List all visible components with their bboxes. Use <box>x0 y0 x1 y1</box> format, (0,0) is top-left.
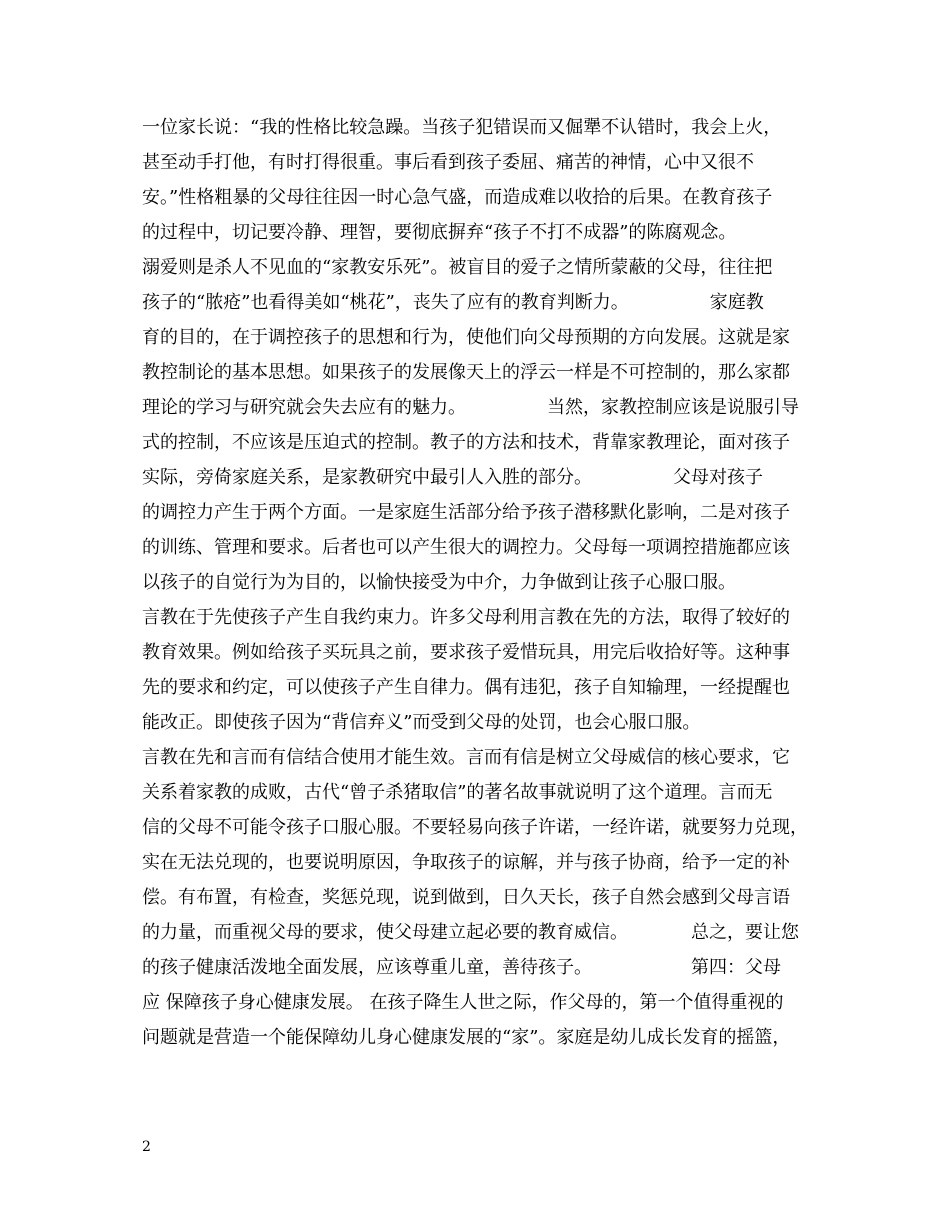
text-line: 信的父母不可能令孩子口服心服。不要轻易向孩子许诺，一经许诺，就要努力兑现， <box>142 817 808 838</box>
text-line: 安。”性格粗暴的父母往往因一时心急气盛，而造成难以收拾的后果。在教育孩子 <box>142 187 773 208</box>
page-number: 2 <box>142 1139 151 1155</box>
text-line: 育的目的，在于调控孩子的思想和行为，使他们向父母预期的方向发展。这就是家 <box>142 327 790 348</box>
text-line: 教控制论的基本思想。如果孩子的发展像天上的浮云一样是不可控制的，那么家都 <box>142 362 790 383</box>
text-line: 实际，旁倚家庭关系，是家教研究中最引人入胜的部分。 父母对孩子 <box>142 467 763 488</box>
text-line: 的过程中，切记要冷静、理智，要彻底摒弃“孩子不打不成器”的陈腐观念。 <box>142 222 737 243</box>
text-line: 实在无法兑现的，也要说明原因，争取孩子的谅解，并与孩子协商，给予一定的补 <box>142 852 790 873</box>
text-line: 的训练、管理和要求。后者也可以产生很大的调控力。父母每一项调控措施都应该 <box>142 537 790 558</box>
text-line: 言教在于先使孩子产生自我约束力。许多父母利用言教在先的方法，取得了较好的 <box>142 607 790 628</box>
text-line: 能改正。即使孩子因为“背信弃义”而受到父母的处罚，也会心服口服。 <box>142 712 701 733</box>
text-line: 问题就是营造一个能保障幼儿身心健康发展的“家”。家庭是幼儿成长发育的摇篮， <box>142 1027 791 1048</box>
text-line: 理论的学习与研究就会失去应有的魅力。 当然，家教控制应该是说服引导 <box>142 397 799 418</box>
text-line: 的孩子健康活泼地全面发展，应该尊重儿童，善待孩子。 第四：父母 <box>142 957 781 978</box>
text-line: 关系着家教的成败，古代“曾子杀猪取信”的著名故事就说明了这个道理。言而无 <box>142 782 773 803</box>
text-line: 的力量，而重视父母的要求，使父母建立起必要的教育威信。 总之，要让您 <box>142 922 799 943</box>
text-line: 偿。有布置，有检查，奖惩兑现，说到做到，日久天长，孩子自然会感到父母言语 <box>142 887 790 908</box>
text-line: 甚至动手打他，有时打得很重。事后看到孩子委屈、痛苦的神情，心中又很不 <box>142 152 754 173</box>
text-line: 一位家长说：“我的性格比较急躁。当孩子犯错误而又倔犟不认错时，我会上火， <box>142 117 782 138</box>
text-line: 以孩子的自觉行为为目的，以愉快接受为中介，力争做到让孩子心服口服。 <box>142 572 736 593</box>
text-line: 先的要求和约定，可以使孩子产生自律力。偶有违犯，孩子自知输理，一经提醒也 <box>142 677 790 698</box>
text-line: 教育效果。例如给孩子买玩具之前，要求孩子爱惜玩具，用完后收拾好等。这种事 <box>142 642 790 663</box>
text-line: 言教在先和言而有信结合使用才能生效。言而有信是树立父母威信的核心要求，它 <box>142 747 790 768</box>
text-line: 孩子的“脓疮”也看得美如“桃花”，丧失了应有的教育判断力。 家庭教 <box>142 292 764 313</box>
text-line: 式的控制，不应该是压迫式的控制。教子的方法和技术，背靠家教理论，面对孩子 <box>142 432 790 453</box>
text-line: 应 保障孩子身心健康发展。 在孩子降生人世之际，作父母的，第一个值得重视的 <box>142 992 784 1013</box>
text-line: 溺爱则是杀人不见血的“家教安乐死”。被盲目的爱子之情所蒙蔽的父母，往往把 <box>142 257 773 278</box>
text-line: 的调控力产生于两个方面。一是家庭生活部分给予孩子潜移默化影响，二是对孩子 <box>142 502 790 523</box>
